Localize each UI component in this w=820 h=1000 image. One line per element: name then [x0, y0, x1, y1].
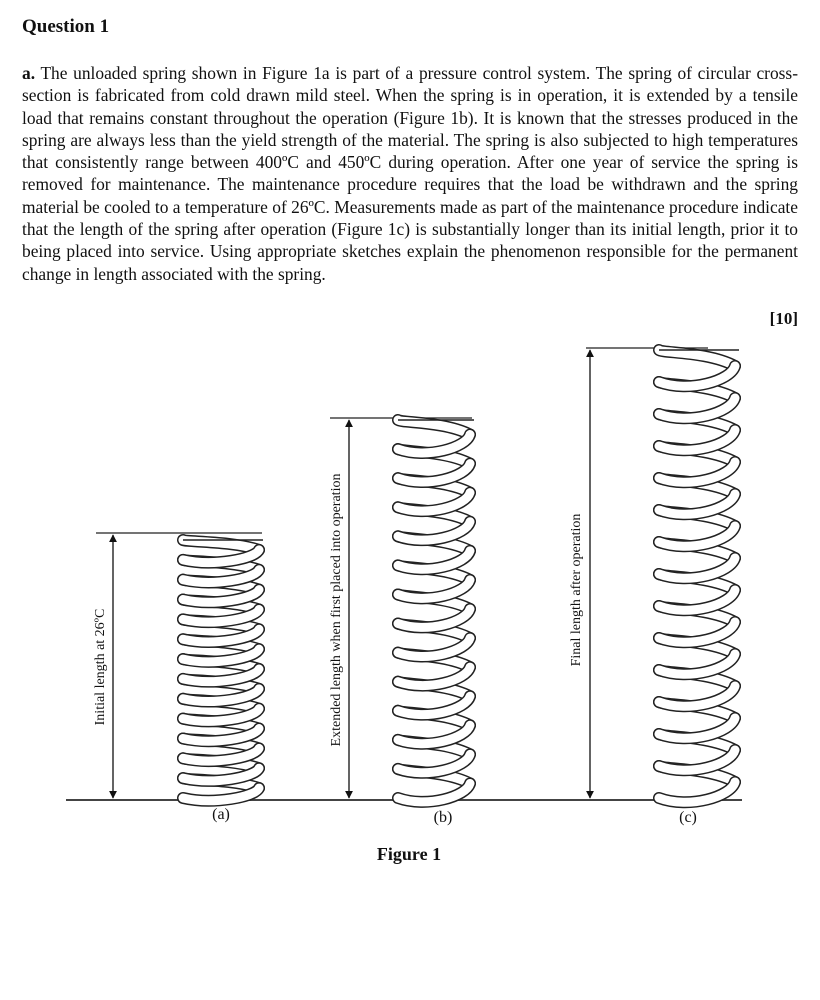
panel-label-a: (a): [212, 806, 230, 823]
question-title: Question 1: [22, 16, 110, 37]
panel-label-b: (b): [433, 809, 453, 826]
spring-a: [183, 540, 263, 801]
panel-c: [569, 348, 739, 826]
spring-b: [398, 420, 474, 802]
marks-label: [10]: [769, 309, 798, 328]
part-label: a.: [22, 63, 36, 83]
panel-a: [93, 533, 263, 823]
dimension-label-a: Initial length at 26ºC: [93, 608, 108, 726]
spring-c: [659, 350, 739, 802]
question-text: The unloaded spring shown in Figure 1a is part of a pressure control system. The spring of circular cross-section is fabricated from cold drawn mild steel. When the spring is in operation, it is extended by a tensile load that remains constant throughout the operation (Figure 1b). It is known that the stresses produced in the spring are always less than the yield strength of the material. The spring is also subjected to high temperatures that consistently range between 400ºC and 450ºC during operation. After one year of service the spring is removed for maintenance. The maintenance procedure requires that the load be withdrawn and the spring material be cooled to a temperature of 26ºC. Measurements made as part of the maintenance procedure indicate that the length of the spring after operation (Figure 1c) is substantially longer than its initial length, prior it to being placed into service. Using appropriate sketches explain the phenomenon responsible for the permanent change in length associated with the spring.: [22, 63, 798, 284]
dimension-label-c: Final length after operation: [569, 513, 584, 667]
dimension-label-b: Extended length when first placed into operation: [329, 473, 344, 747]
panel-b: [329, 418, 474, 826]
panel-label-c: (c): [679, 809, 697, 826]
figure-caption: Figure 1: [376, 844, 442, 864]
